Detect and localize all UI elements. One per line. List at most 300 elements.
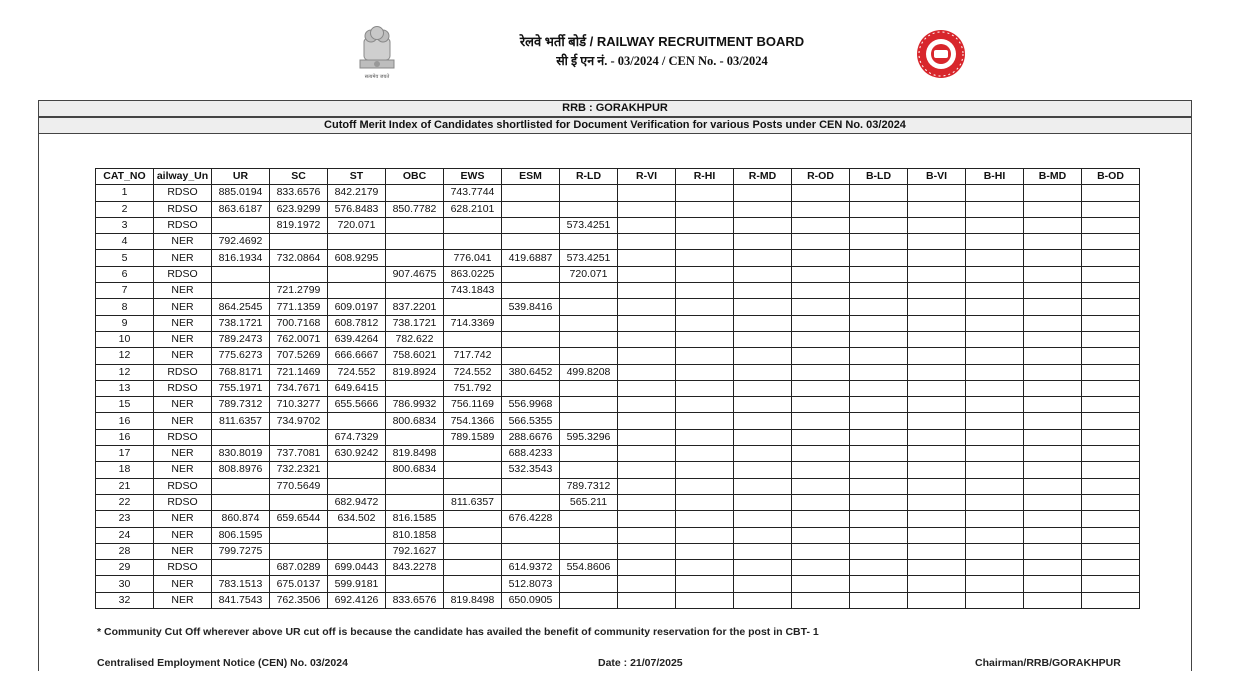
- column-header: R-VI: [618, 169, 676, 185]
- table-cell: 792.4692: [212, 234, 270, 250]
- table-row: [96, 364, 1140, 380]
- table-cell: [386, 250, 444, 266]
- table-cell: [1024, 315, 1082, 331]
- table-cell: 816.1585: [386, 511, 444, 527]
- table-cell: [850, 560, 908, 576]
- column-header: R-LD: [560, 169, 618, 185]
- table-cell: [676, 380, 734, 396]
- table-cell: [1082, 234, 1140, 250]
- table-cell: 819.1972: [270, 217, 328, 233]
- table-cell: [1082, 429, 1140, 445]
- table-cell: 751.792: [444, 380, 502, 396]
- table-cell: [328, 283, 386, 299]
- table-cell: 565.211: [560, 494, 618, 510]
- table-cell: 556.9968: [502, 397, 560, 413]
- table-row: [96, 429, 1140, 445]
- table-cell: [328, 462, 386, 478]
- table-cell: [1082, 217, 1140, 233]
- table-cell: [618, 185, 676, 201]
- table-cell: [212, 283, 270, 299]
- table-cell: [560, 234, 618, 250]
- table-cell: [908, 266, 966, 282]
- table-cell: [850, 348, 908, 364]
- table-cell: [734, 429, 792, 445]
- table-cell: [618, 364, 676, 380]
- table-cell: 16: [96, 413, 154, 429]
- rrb-label-bar: RRB : GORAKHPUR: [38, 100, 1192, 117]
- table-cell: [212, 266, 270, 282]
- table-cell: [734, 331, 792, 347]
- table-cell: 608.9295: [328, 250, 386, 266]
- table-cell: [966, 446, 1024, 462]
- table-cell: 650.0905: [502, 592, 560, 608]
- table-cell: 786.9932: [386, 397, 444, 413]
- table-cell: NER: [154, 315, 212, 331]
- table-cell: [618, 348, 676, 364]
- table-cell: [792, 331, 850, 347]
- table-cell: [850, 185, 908, 201]
- table-cell: [618, 543, 676, 559]
- table-cell: 734.9702: [270, 413, 328, 429]
- table-cell: 806.1595: [212, 527, 270, 543]
- table-cell: 22: [96, 494, 154, 510]
- table-cell: [850, 413, 908, 429]
- table-cell: NER: [154, 397, 212, 413]
- table-cell: [908, 494, 966, 510]
- table-cell: 819.8498: [386, 446, 444, 462]
- table-cell: [618, 201, 676, 217]
- table-cell: [792, 250, 850, 266]
- table-cell: 837.2201: [386, 299, 444, 315]
- table-cell: [270, 429, 328, 445]
- table-cell: [444, 511, 502, 527]
- table-cell: 649.6415: [328, 380, 386, 396]
- table-cell: 714.3369: [444, 315, 502, 331]
- table-cell: 707.5269: [270, 348, 328, 364]
- table-cell: 864.2545: [212, 299, 270, 315]
- table-cell: [908, 250, 966, 266]
- table-row: [96, 397, 1140, 413]
- column-header: OBC: [386, 169, 444, 185]
- table-cell: [676, 283, 734, 299]
- table-cell: 700.7168: [270, 315, 328, 331]
- table-cell: [908, 315, 966, 331]
- table-cell: [1082, 299, 1140, 315]
- table-cell: [734, 364, 792, 380]
- table-cell: [734, 478, 792, 494]
- table-cell: [444, 331, 502, 347]
- table-cell: [792, 576, 850, 592]
- svg-text:सत्यमेव जयते: सत्यमेव जयते: [364, 74, 390, 80]
- table-cell: [676, 364, 734, 380]
- table-cell: [966, 331, 1024, 347]
- table-cell: [618, 299, 676, 315]
- table-cell: [792, 560, 850, 576]
- table-cell: [386, 429, 444, 445]
- table-cell: NER: [154, 592, 212, 608]
- column-header: EWS: [444, 169, 502, 185]
- table-cell: RDSO: [154, 494, 212, 510]
- table-cell: [560, 397, 618, 413]
- table-cell: [734, 446, 792, 462]
- table-cell: 800.6834: [386, 462, 444, 478]
- table-cell: [850, 429, 908, 445]
- table-cell: [850, 331, 908, 347]
- table-cell: [966, 250, 1024, 266]
- table-cell: [850, 592, 908, 608]
- table-cell: [560, 283, 618, 299]
- table-cell: [792, 299, 850, 315]
- table-cell: [676, 250, 734, 266]
- table-cell: [1082, 446, 1140, 462]
- column-header: R-HI: [676, 169, 734, 185]
- table-cell: [792, 413, 850, 429]
- table-cell: [676, 462, 734, 478]
- table-cell: 380.6452: [502, 364, 560, 380]
- table-cell: NER: [154, 283, 212, 299]
- table-cell: NER: [154, 462, 212, 478]
- table-cell: [1082, 331, 1140, 347]
- table-cell: [1024, 331, 1082, 347]
- table-cell: 734.7671: [270, 380, 328, 396]
- table-cell: 758.6021: [386, 348, 444, 364]
- table-cell: [386, 380, 444, 396]
- table-cell: [908, 592, 966, 608]
- table-cell: [1024, 250, 1082, 266]
- table-cell: [386, 494, 444, 510]
- table-cell: 13: [96, 380, 154, 396]
- table-cell: 676.4228: [502, 511, 560, 527]
- table-cell: [792, 446, 850, 462]
- table-cell: 743.7744: [444, 185, 502, 201]
- table-cell: 628.2101: [444, 201, 502, 217]
- column-header: ailway_Un: [154, 169, 212, 185]
- table-cell: RDSO: [154, 364, 212, 380]
- table-cell: [850, 380, 908, 396]
- table-cell: [850, 462, 908, 478]
- table-cell: 608.7812: [328, 315, 386, 331]
- table-row: [96, 462, 1140, 478]
- table-cell: 499.8208: [560, 364, 618, 380]
- table-cell: 811.6357: [444, 494, 502, 510]
- table-cell: [502, 494, 560, 510]
- table-cell: [444, 462, 502, 478]
- table-cell: [1082, 348, 1140, 364]
- table-cell: [792, 543, 850, 559]
- table-row: [96, 217, 1140, 233]
- table-cell: [502, 348, 560, 364]
- table-cell: 907.4675: [386, 266, 444, 282]
- table-cell: NER: [154, 527, 212, 543]
- table-cell: 573.4251: [560, 217, 618, 233]
- table-cell: [966, 217, 1024, 233]
- table-cell: 762.0071: [270, 331, 328, 347]
- table-cell: 755.1971: [212, 380, 270, 396]
- table-cell: [328, 543, 386, 559]
- table-cell: [1082, 266, 1140, 282]
- table-cell: [386, 576, 444, 592]
- table-cell: [328, 234, 386, 250]
- table-cell: 576.8483: [328, 201, 386, 217]
- table-cell: [560, 299, 618, 315]
- table-cell: [1024, 283, 1082, 299]
- document-header: [0, 0, 1235, 98]
- table-cell: 800.6834: [386, 413, 444, 429]
- table-cell: RDSO: [154, 266, 212, 282]
- table-cell: [1082, 397, 1140, 413]
- table-cell: 720.071: [560, 266, 618, 282]
- table-cell: NER: [154, 234, 212, 250]
- footer-chairman: Chairman/RRB/GORAKHPUR: [975, 657, 1121, 669]
- column-header: SC: [270, 169, 328, 185]
- table-cell: 833.6576: [270, 185, 328, 201]
- table-cell: 512.8073: [502, 576, 560, 592]
- table-cell: 789.7312: [560, 478, 618, 494]
- table-cell: NER: [154, 299, 212, 315]
- table-cell: [502, 217, 560, 233]
- table-row: [96, 266, 1140, 282]
- table-cell: 614.9372: [502, 560, 560, 576]
- table-cell: 2: [96, 201, 154, 217]
- table-header-row: [96, 169, 1140, 185]
- table-cell: [618, 217, 676, 233]
- table-cell: 5: [96, 250, 154, 266]
- table-cell: [908, 576, 966, 592]
- table-cell: [676, 185, 734, 201]
- table-cell: [618, 592, 676, 608]
- table-cell: [676, 543, 734, 559]
- table-cell: [560, 331, 618, 347]
- table-cell: RDSO: [154, 185, 212, 201]
- table-cell: [502, 331, 560, 347]
- table-cell: [850, 527, 908, 543]
- table-cell: 6: [96, 266, 154, 282]
- table-cell: [850, 543, 908, 559]
- table-cell: 655.5666: [328, 397, 386, 413]
- table-row: [96, 543, 1140, 559]
- table-cell: [908, 348, 966, 364]
- table-cell: [1024, 348, 1082, 364]
- table-cell: [328, 413, 386, 429]
- table-cell: [1082, 478, 1140, 494]
- table-cell: [1024, 299, 1082, 315]
- table-cell: NER: [154, 331, 212, 347]
- table-cell: [908, 217, 966, 233]
- table-cell: 10: [96, 331, 154, 347]
- table-cell: [502, 527, 560, 543]
- table-cell: [560, 380, 618, 396]
- table-cell: [908, 462, 966, 478]
- table-cell: [618, 494, 676, 510]
- table-cell: 675.0137: [270, 576, 328, 592]
- table-cell: [1082, 380, 1140, 396]
- table-cell: [212, 217, 270, 233]
- table-cell: [560, 462, 618, 478]
- table-cell: [792, 283, 850, 299]
- table-cell: 623.9299: [270, 201, 328, 217]
- table-cell: [212, 560, 270, 576]
- table-cell: 842.2179: [328, 185, 386, 201]
- table-cell: [792, 364, 850, 380]
- column-header: B-MD: [1024, 169, 1082, 185]
- table-cell: [734, 185, 792, 201]
- table-cell: [966, 576, 1024, 592]
- table-row: [96, 576, 1140, 592]
- column-header: UR: [212, 169, 270, 185]
- railways-logo-icon: [914, 28, 968, 80]
- table-cell: [734, 397, 792, 413]
- table-cell: [676, 527, 734, 543]
- table-cell: [560, 315, 618, 331]
- table-cell: [386, 283, 444, 299]
- table-cell: 573.4251: [560, 250, 618, 266]
- table-cell: 776.041: [444, 250, 502, 266]
- table-cell: [908, 234, 966, 250]
- table-cell: 863.6187: [212, 201, 270, 217]
- table-cell: [212, 478, 270, 494]
- table-cell: [966, 560, 1024, 576]
- table-cell: [618, 250, 676, 266]
- table-cell: [850, 478, 908, 494]
- table-cell: 18: [96, 462, 154, 478]
- table-cell: [734, 217, 792, 233]
- table-cell: [676, 217, 734, 233]
- table-cell: [966, 283, 1024, 299]
- table-cell: [676, 478, 734, 494]
- table-cell: RDSO: [154, 380, 212, 396]
- table-cell: [328, 478, 386, 494]
- table-cell: 762.3506: [270, 592, 328, 608]
- table-cell: [908, 364, 966, 380]
- table-cell: [850, 511, 908, 527]
- table-cell: [386, 217, 444, 233]
- table-cell: [908, 543, 966, 559]
- table-cell: [560, 201, 618, 217]
- table-cell: 30: [96, 576, 154, 592]
- table-cell: [792, 511, 850, 527]
- table-cell: [734, 348, 792, 364]
- table-cell: [792, 527, 850, 543]
- table-cell: [618, 397, 676, 413]
- table-cell: [1024, 201, 1082, 217]
- table-cell: [676, 494, 734, 510]
- table-cell: NER: [154, 250, 212, 266]
- table-cell: [676, 348, 734, 364]
- table-cell: 554.8606: [560, 560, 618, 576]
- table-cell: 17: [96, 446, 154, 462]
- table-cell: 863.0225: [444, 266, 502, 282]
- table-row: [96, 446, 1140, 462]
- table-cell: [618, 380, 676, 396]
- table-cell: [444, 234, 502, 250]
- table-cell: 12: [96, 364, 154, 380]
- table-cell: [502, 315, 560, 331]
- table-cell: [966, 315, 1024, 331]
- table-cell: [270, 266, 328, 282]
- table-cell: [676, 560, 734, 576]
- table-cell: 860.874: [212, 511, 270, 527]
- table-cell: NER: [154, 446, 212, 462]
- table-cell: [966, 397, 1024, 413]
- table-cell: [792, 478, 850, 494]
- table-cell: 850.7782: [386, 201, 444, 217]
- table-cell: 724.552: [444, 364, 502, 380]
- table-cell: [386, 478, 444, 494]
- table-row: [96, 234, 1140, 250]
- table-cell: [618, 429, 676, 445]
- column-header: B-HI: [966, 169, 1024, 185]
- table-cell: 721.1469: [270, 364, 328, 380]
- table-cell: [908, 446, 966, 462]
- table-cell: 732.0864: [270, 250, 328, 266]
- table-cell: 288.6676: [502, 429, 560, 445]
- table-cell: [792, 397, 850, 413]
- table-cell: [1024, 576, 1082, 592]
- table-cell: 634.502: [328, 511, 386, 527]
- table-cell: 789.2473: [212, 331, 270, 347]
- table-cell: [676, 413, 734, 429]
- table-cell: 28: [96, 543, 154, 559]
- table-cell: [676, 446, 734, 462]
- table-cell: 595.3296: [560, 429, 618, 445]
- table-row: [96, 250, 1140, 266]
- table-cell: 659.6544: [270, 511, 328, 527]
- table-cell: [328, 527, 386, 543]
- table-cell: [1082, 511, 1140, 527]
- table-cell: [966, 348, 1024, 364]
- table-cell: [502, 380, 560, 396]
- table-row: [96, 592, 1140, 608]
- table-cell: [792, 494, 850, 510]
- table-cell: [908, 185, 966, 201]
- cutoff-title-bar: Cutoff Merit Index of Candidates shortlisted for Document Verification for various Posts under CEN No. 03/2024: [38, 117, 1192, 134]
- table-cell: 885.0194: [212, 185, 270, 201]
- table-cell: [850, 446, 908, 462]
- table-cell: [676, 576, 734, 592]
- table-cell: [444, 527, 502, 543]
- table-cell: [1024, 364, 1082, 380]
- table-cell: [444, 543, 502, 559]
- table-row: [96, 413, 1140, 429]
- column-header: R-MD: [734, 169, 792, 185]
- table-cell: [1024, 446, 1082, 462]
- table-cell: [1024, 185, 1082, 201]
- column-header: ST: [328, 169, 386, 185]
- table-cell: [618, 331, 676, 347]
- table-cell: [1024, 543, 1082, 559]
- table-cell: [850, 576, 908, 592]
- table-cell: [618, 511, 676, 527]
- table-cell: 819.8498: [444, 592, 502, 608]
- table-cell: 799.7275: [212, 543, 270, 559]
- table-cell: [1024, 494, 1082, 510]
- table-cell: [270, 234, 328, 250]
- table-cell: 12: [96, 348, 154, 364]
- table-cell: [502, 185, 560, 201]
- table-cell: 639.4264: [328, 331, 386, 347]
- table-cell: [966, 478, 1024, 494]
- table-cell: [850, 299, 908, 315]
- table-cell: [212, 494, 270, 510]
- table-cell: [1024, 560, 1082, 576]
- table-row: [96, 511, 1140, 527]
- table-cell: 743.1843: [444, 283, 502, 299]
- table-cell: 687.0289: [270, 560, 328, 576]
- table-cell: NER: [154, 413, 212, 429]
- table-cell: 724.552: [328, 364, 386, 380]
- table-cell: [560, 446, 618, 462]
- table-cell: [560, 527, 618, 543]
